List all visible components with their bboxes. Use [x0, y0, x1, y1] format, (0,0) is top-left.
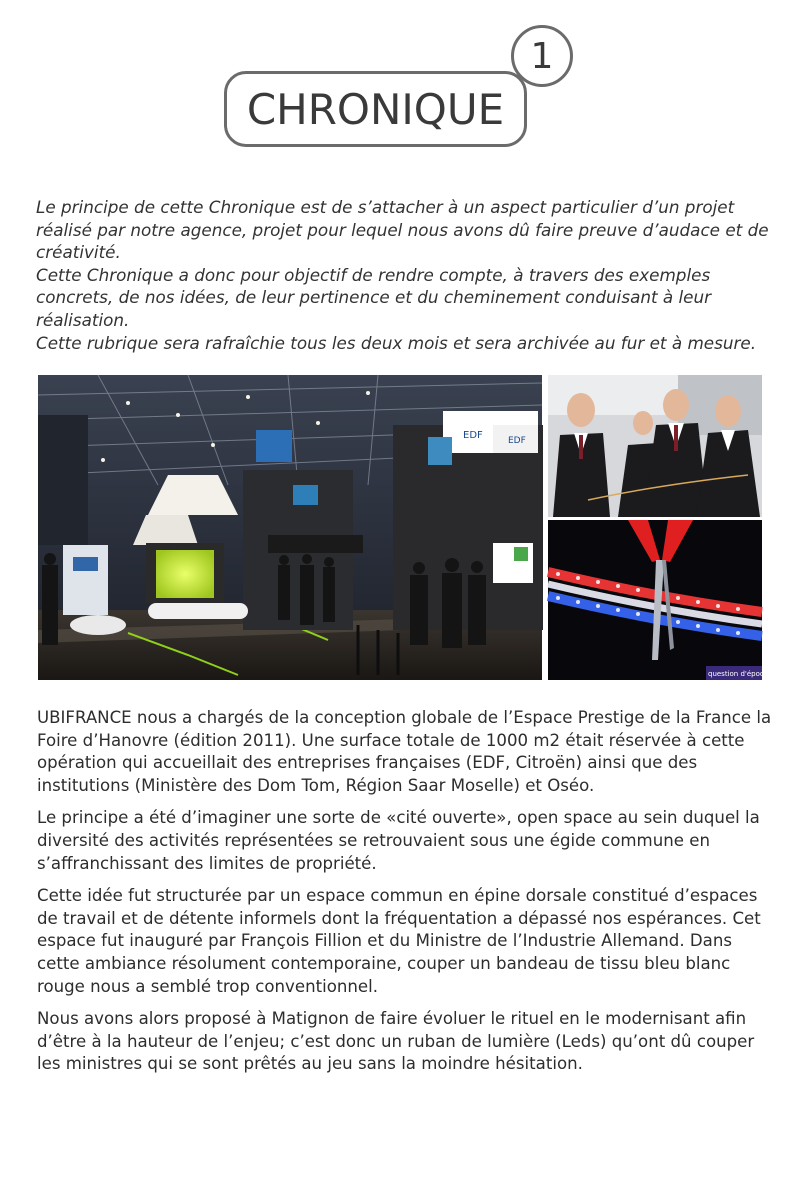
edf-sign-1: EDF: [463, 430, 483, 441]
body-paragraph-3: Cette idée fut structurée par un espace commun en épine dorsale constitué d’espaces de travail et de détente informels dont la fréquentation a dépassé nos espérances. Cet espace fut inauguré par François Fillion et du Ministre de l’Industrie Allemand. Dans cette ambiance résolument contemporaine, couper un bandeau de tissu bleu blanc rouge nous a semblé trop conventionnel.: [37, 886, 761, 996]
title-box: [224, 71, 527, 147]
body-paragraph-2: Le principe a été d’imaginer une sorte de «cité ouverte», open space au sein duquel la diversité des activités représentées se retrouvaient sous une égide commune en s’affranchissant des limites de propriété.: [37, 808, 760, 873]
chronicle-number-badge: [511, 25, 573, 87]
body-paragraph-4: Nous avons alors proposé à Matignon de faire évoluer le rituel en le modernisant afin d’être à la hauteur de l’enjeu; c’est donc un ruban de lumière (Leds) qu’ont dû couper les ministres qui se sont prêtés au jeu sans la moindre hésitation.: [37, 1009, 755, 1074]
ministers-ribbon-cutting-photo: [548, 375, 762, 517]
article-body: [37, 707, 777, 1086]
page-title: CHRONIQUE: [246, 84, 505, 134]
edf-sign-2: EDF: [508, 436, 526, 446]
intro-paragraph-2: Cette Chronique a donc pour objectif de rendre compte, à travers des exemples concrets, de nos idées, de leur pertinence et du cheminement conduisant à leur réalisation.: [36, 264, 712, 330]
led-ribbon-scissors-photo: [548, 520, 774, 680]
body-paragraph-1: UBIFRANCE nous a chargés de la conception globale de l’Espace Prestige de la France la Foire d’Hanovre (édition 2011). Une surface totale de 1000 m2 était réservée à cette opération qui accueillait des entreprises françaises (EDF, Citroën) ainsi que des institutions (Ministère des Dom Tom, Région Saar Moselle) et Oséo.: [37, 708, 772, 795]
intro-text: [36, 196, 776, 354]
intro-paragraph-3: Cette rubrique sera rafraîchie tous les deux mois et sera archivée au fur et à mesure.: [36, 332, 757, 353]
chronicle-number: 1: [530, 35, 554, 77]
photo-caption: question d'époque: [708, 670, 774, 678]
intro-paragraph-1: Le principe de cette Chronique est de s’attacher à un aspect particulier d’un projet réalisé par notre agence, projet pour lequel nous avons dû faire preuve d’audace et de créativité.: [36, 197, 769, 263]
exhibition-stand-photo: [38, 375, 542, 680]
